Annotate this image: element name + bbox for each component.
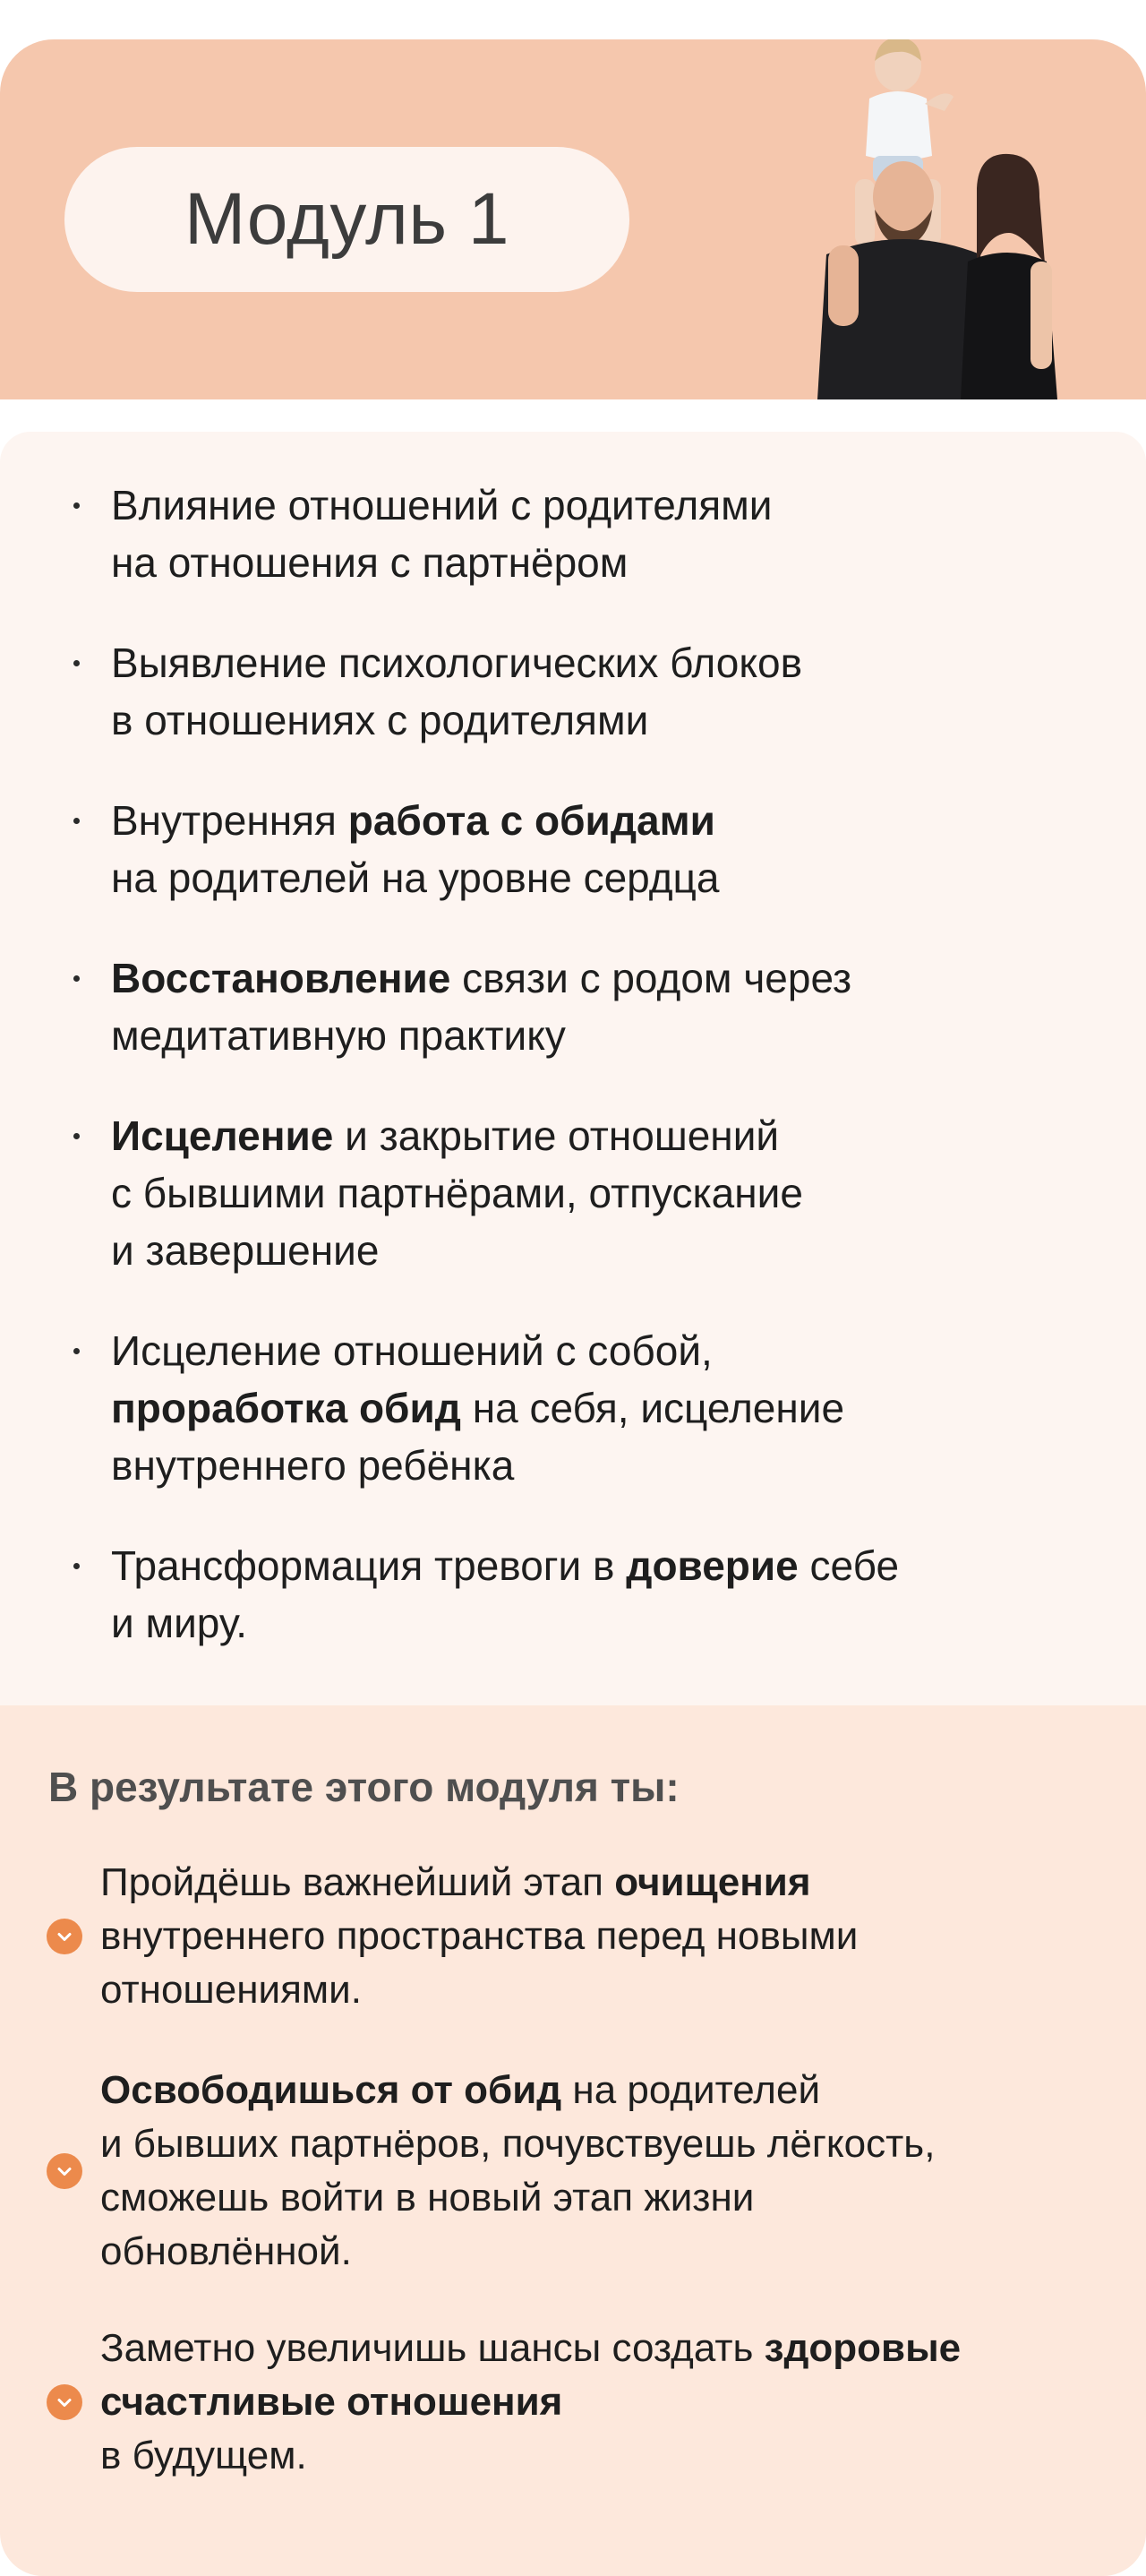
text-line xyxy=(111,534,1105,591)
text-segment: и бывших партнёров, почувствуешь лёгкость, xyxy=(100,2122,936,2166)
text-segment: себе xyxy=(798,1542,900,1589)
topic-item xyxy=(111,792,1105,906)
text-line xyxy=(111,1107,1105,1164)
bullet-icon xyxy=(73,502,80,509)
bold-text: Исцеление xyxy=(111,1112,334,1159)
bullet-icon xyxy=(73,660,80,666)
text-line xyxy=(111,792,1105,849)
text-segment: Исцеление отношений с собой, xyxy=(111,1327,713,1374)
result-item xyxy=(100,2064,1121,2279)
text-segment: Заметно увеличишь шансы создать xyxy=(100,2326,765,2370)
text-line xyxy=(111,1594,1105,1652)
topic-item xyxy=(111,1322,1105,1494)
bold-text: проработка обид xyxy=(111,1385,461,1431)
text-line xyxy=(100,2375,1121,2429)
check-circle-icon xyxy=(47,2153,82,2189)
topic-item xyxy=(111,1107,1105,1279)
family-photo xyxy=(810,39,1079,399)
text-segment: Пройдёшь важнейший этап xyxy=(100,1860,615,1904)
text-line xyxy=(111,1222,1105,1279)
module-title: Модуль 1 xyxy=(64,147,629,292)
result-item xyxy=(100,2322,1121,2483)
bullet-icon xyxy=(73,1133,80,1139)
text-line xyxy=(111,949,1105,1007)
text-line xyxy=(100,2064,1121,2117)
text-segment: на отношения с партнёром xyxy=(111,539,629,586)
text-segment: отношениями. xyxy=(100,1968,362,2012)
text-segment: с бывшими партнёрами, отпускание xyxy=(111,1170,803,1216)
bold-text: доверие xyxy=(626,1542,799,1589)
module-results-card xyxy=(0,1705,1146,2576)
text-line xyxy=(111,1164,1105,1222)
text-segment: обновлённой. xyxy=(100,2229,352,2273)
text-line xyxy=(100,2322,1121,2375)
text-segment: и миру. xyxy=(111,1600,248,1646)
result-item xyxy=(100,1856,1121,2017)
text-line xyxy=(111,634,1105,691)
text-segment: в отношениях с родителями xyxy=(111,697,649,743)
text-line xyxy=(111,849,1105,906)
text-line xyxy=(100,2171,1121,2225)
text-segment: внутреннего пространства перед новыми xyxy=(100,1914,859,1958)
text-segment: сможешь войти в новый этап жизни xyxy=(100,2176,755,2220)
check-circle-icon xyxy=(47,2384,82,2420)
text-segment: внутреннего ребёнка xyxy=(111,1442,515,1489)
bullet-icon xyxy=(73,975,80,982)
text-line xyxy=(111,1322,1105,1379)
text-line xyxy=(111,477,1105,534)
bold-text: Освободишься от обид xyxy=(100,2068,562,2112)
text-line xyxy=(111,1379,1105,1437)
text-line xyxy=(100,1910,1121,1963)
text-line xyxy=(111,691,1105,749)
bold-text: Восстановление xyxy=(111,955,451,1001)
text-segment: медитативную практику xyxy=(111,1012,566,1059)
topic-item xyxy=(111,477,1105,591)
text-line xyxy=(100,1856,1121,1910)
results-title: В результате этого модуля ты: xyxy=(48,1764,680,1810)
text-segment: связи с родом через xyxy=(450,955,852,1001)
text-segment: Влияние отношений с родителями xyxy=(111,482,773,528)
text-line xyxy=(100,2429,1121,2483)
bullet-icon xyxy=(73,1348,80,1354)
bold-text: работа с обидами xyxy=(347,797,715,844)
text-segment: Внутренняя xyxy=(111,797,348,844)
bold-text: очищения xyxy=(614,1860,811,1904)
text-line xyxy=(111,1437,1105,1494)
text-segment: Трансформация тревоги в xyxy=(111,1542,627,1589)
bold-text: счастливые отношения xyxy=(100,2380,563,2424)
text-line xyxy=(111,1007,1105,1064)
text-line xyxy=(100,2225,1121,2279)
topic-item xyxy=(111,634,1105,749)
text-line xyxy=(100,2117,1121,2171)
module-topics-card xyxy=(0,432,1146,1705)
text-segment: и завершение xyxy=(111,1227,380,1274)
text-segment: в будущем. xyxy=(100,2434,307,2477)
text-segment: на родителей на уровне сердца xyxy=(111,854,720,901)
text-segment: Выявление психологических блоков xyxy=(111,640,803,686)
topic-item xyxy=(111,949,1105,1064)
bullet-icon xyxy=(73,818,80,824)
text-segment: на себя, исцеление xyxy=(460,1385,845,1431)
text-segment: на родителей xyxy=(561,2068,821,2112)
topic-item xyxy=(111,1537,1105,1652)
bold-text: здоровые xyxy=(764,2326,962,2370)
check-circle-icon xyxy=(47,1919,82,1954)
text-line xyxy=(100,1963,1121,2017)
text-segment: и закрытие отношений xyxy=(333,1112,780,1159)
text-line xyxy=(111,1537,1105,1594)
bullet-icon xyxy=(73,1563,80,1569)
module-header xyxy=(0,39,1146,399)
